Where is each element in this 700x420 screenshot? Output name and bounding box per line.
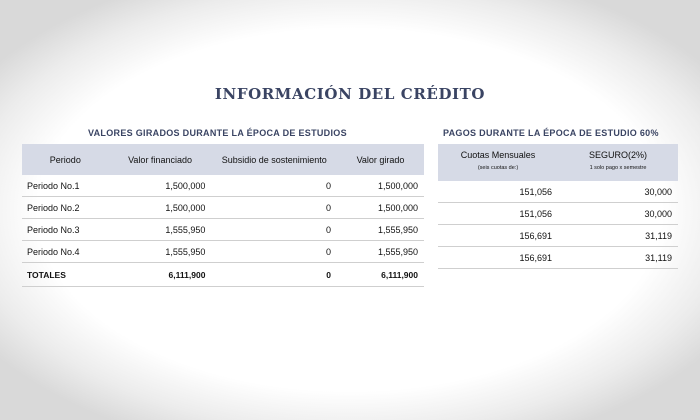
- header-cuotas-mensuales: [438, 144, 558, 181]
- cell-valor-financiado: 1,555,950: [109, 219, 212, 241]
- header-seguro-sub: 1 solo pago x semestre: [589, 165, 647, 171]
- cell-cuota: 156,691: [438, 225, 558, 247]
- table-row: [438, 247, 678, 269]
- cell-subsidio: 0: [211, 241, 337, 263]
- cell-cuota: 151,056: [438, 181, 558, 203]
- payments-title: PAGOS DURANTE LA ÉPOCA DE ESTUDIO 60%: [443, 128, 659, 138]
- cell-cuota: 156,691: [438, 247, 558, 269]
- cell-periodo: Periodo No.2: [22, 197, 109, 219]
- table-row: [438, 181, 678, 203]
- table-row: [438, 203, 678, 225]
- table-row: [22, 197, 424, 219]
- table-header-row: [22, 144, 424, 175]
- cell-seguro: 30,000: [558, 203, 678, 225]
- table-row: [22, 241, 424, 263]
- cell-seguro: 31,119: [558, 225, 678, 247]
- cell-valor-girado: 1,555,950: [337, 241, 424, 263]
- header-cuotas-sub: (seis cuotas de:): [477, 165, 519, 171]
- table-row: [438, 225, 678, 247]
- header-subsidio: Subsidio de sostenimiento: [211, 144, 337, 175]
- header-seguro-label: SEGURO(2%): [588, 150, 647, 160]
- total-valor-girado: 6,111,900: [337, 263, 424, 287]
- cell-valor-financiado: 1,500,000: [109, 175, 212, 197]
- cell-cuota: 151,056: [438, 203, 558, 225]
- cell-valor-girado: 1,500,000: [337, 197, 424, 219]
- cell-periodo: Periodo No.4: [22, 241, 109, 263]
- header-valor-financiado: Valor financiado: [109, 144, 212, 175]
- header-valor-girado: Valor girado: [337, 144, 424, 175]
- table-row: [22, 175, 424, 197]
- cell-subsidio: 0: [211, 175, 337, 197]
- cell-seguro: 30,000: [558, 181, 678, 203]
- cell-seguro: 31,119: [558, 247, 678, 269]
- cell-subsidio: 0: [211, 219, 337, 241]
- cell-valor-financiado: 1,500,000: [109, 197, 212, 219]
- total-valor-financiado: 6,111,900: [109, 263, 212, 287]
- total-subsidio: 0: [211, 263, 337, 287]
- totals-row: [22, 263, 424, 287]
- cell-valor-financiado: 1,555,950: [109, 241, 212, 263]
- disbursed-values-table: [22, 144, 424, 287]
- header-seguro: [558, 144, 678, 181]
- disbursed-values-title: VALORES GIRADOS DURANTE LA ÉPOCA DE ESTUDIOS: [88, 128, 347, 138]
- header-periodo: Periodo: [22, 144, 109, 175]
- totals-label: TOTALES: [22, 263, 109, 287]
- table-header-row: [438, 144, 678, 181]
- cell-periodo: Periodo No.1: [22, 175, 109, 197]
- cell-valor-girado: 1,500,000: [337, 175, 424, 197]
- header-cuotas-label: Cuotas Mensuales: [460, 150, 536, 160]
- payments-table: [438, 144, 678, 269]
- cell-periodo: Periodo No.3: [22, 219, 109, 241]
- page-title: INFORMACIÓN DEL CRÉDITO: [214, 85, 486, 103]
- cell-valor-girado: 1,555,950: [337, 219, 424, 241]
- table-row: [22, 219, 424, 241]
- cell-subsidio: 0: [211, 197, 337, 219]
